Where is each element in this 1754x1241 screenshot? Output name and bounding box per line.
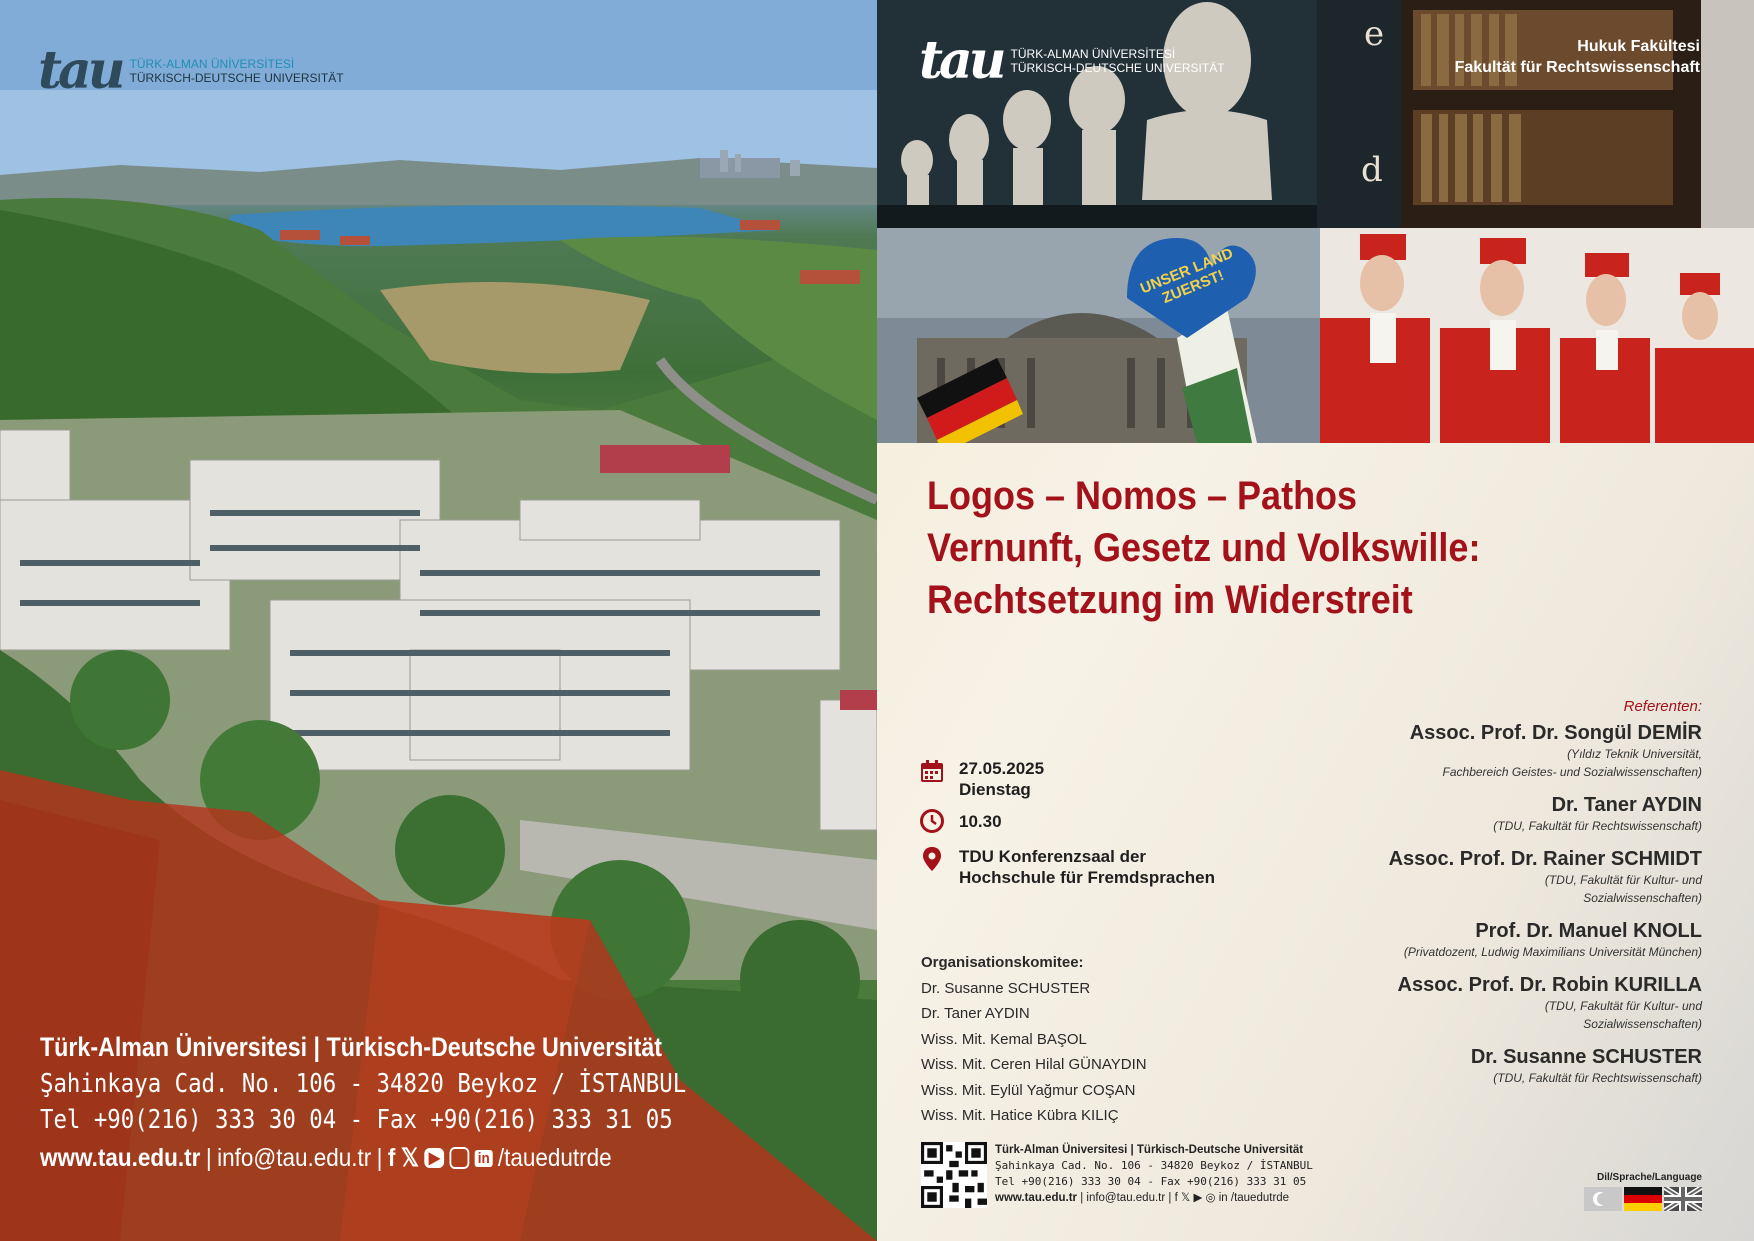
clock-icon — [919, 808, 945, 834]
committee-member: Wiss. Mit. Eylül Yağmur COŞAN — [921, 1081, 1136, 1099]
venue-line-2: Hochschule für Fremdsprachen — [959, 868, 1216, 887]
germany-flag-icon[interactable] — [1624, 1187, 1662, 1211]
bookshelf-photo — [1401, 0, 1754, 228]
event-date-value: 27.05.2025 — [959, 759, 1045, 778]
speaker-name: Dr. Susanne SCHUSTER — [1470, 1046, 1702, 1068]
speaker-affiliation: (TDU, Fakultät für Kultur- und — [1544, 999, 1702, 1013]
committee-member: Dr. Susanne SCHUSTER — [921, 979, 1091, 997]
event-panel — [877, 0, 1754, 1241]
book-letter-e: e — [1364, 14, 1385, 54]
speaker-item — [1182, 1045, 1702, 1087]
qr-code-icon[interactable] — [921, 1142, 987, 1208]
tau-logo-header — [919, 30, 1225, 91]
speaker-item — [1182, 793, 1702, 835]
contact-block: Türk-Alman Üniversitesi | Türkisch-Deutsche Universität Şahinkaya Cad. No. 106 - 34820 Beykoz / İSTANBUL Tel +90(216) 333 30 04 - Fax +90(216) 333 31 05 www.tau.edu.tr | info@tau.edu.tr | f 𝕏 ▶ in /tauedutrde — [40, 1032, 687, 1172]
turkey-flag-icon[interactable] — [1584, 1187, 1622, 1211]
title-line-2: Vernunft, Gesetz und Volkswille: — [927, 526, 1481, 570]
committee-member: Wiss. Mit. Hatice Kübra KILIÇ — [921, 1107, 1119, 1124]
speaker-affiliation: Sozialwissenschaften) — [1583, 1017, 1702, 1031]
address: Şahinkaya Cad. No. 106 - 34820 Beykoz / İSTANBUL — [40, 1069, 687, 1099]
phone-fax: Tel +90(216) 333 30 04 - Fax +90(216) 333 31 05 — [40, 1105, 673, 1135]
constitutional-judges-photo — [1320, 228, 1754, 443]
reichstag-photo — [877, 228, 1320, 443]
venue-line-1: TDU Konferenzsaal der — [959, 847, 1147, 866]
speaker-item — [1182, 919, 1702, 961]
speaker-name: Assoc. Prof. Dr. Rainer SCHMIDT — [1388, 848, 1702, 870]
event-date — [919, 758, 1044, 800]
uk-flag-icon[interactable] — [1664, 1187, 1702, 1211]
footer-email-link[interactable]: info@tau.edu.tr — [1086, 1192, 1166, 1204]
speaker-affiliation: (Privatdozent, Ludwig Maximilians Universität München) — [1403, 945, 1702, 959]
speaker-affiliation: (TDU, Fakultät für Rechtswissenschaft) — [1493, 1071, 1702, 1085]
title-line-1: Logos – Nomos – Pathos — [927, 474, 1358, 518]
footer-university-name: Türk-Alman Üniversitesi | Türkisch-Deutsche Universität — [995, 1144, 1304, 1156]
event-weekday: Dienstag — [959, 780, 1031, 799]
speakers-label: Referenten: — [1623, 698, 1702, 715]
footer-website-link[interactable]: www.tau.edu.tr — [995, 1192, 1077, 1204]
committee-member: Dr. Taner AYDIN — [921, 1005, 1030, 1022]
logo-line-tr: TÜRK-ALMAN ÜNİVERSİTESİ — [1010, 46, 1176, 61]
speaker-affiliation: (Yıldız Teknik Universität, — [1567, 747, 1702, 761]
language-label: Dil/Sprache/Language — [1596, 1172, 1702, 1183]
youtube-icon[interactable]: ▶ — [424, 1148, 444, 1168]
book-letter-d: d — [1361, 150, 1383, 190]
footer-social-handle: /tauedutrde — [1230, 1192, 1290, 1204]
footer-address: Şahinkaya Cad. No. 106 - 34820 Beykoz / İSTANBUL — [995, 1159, 1313, 1172]
speaker-name: Assoc. Prof. Dr. Robin KURILLA — [1397, 974, 1702, 996]
tau-logo — [38, 40, 344, 101]
linkedin-icon[interactable]: in — [475, 1150, 492, 1167]
speaker-affiliation: Sozialwissenschaften) — [1583, 891, 1702, 905]
email-link[interactable]: info@tau.edu.tr — [217, 1143, 372, 1172]
event-time — [919, 808, 1002, 834]
committee-member: Wiss. Mit. Kemal BAŞOL — [921, 1030, 1087, 1048]
speakers-list — [1182, 698, 1702, 1099]
x-icon[interactable]: 𝕏 — [400, 1144, 419, 1172]
speaker-item — [1182, 847, 1702, 907]
logo-mark: tau — [38, 40, 122, 101]
event-venue — [919, 846, 1215, 888]
footer-social-icons[interactable]: f 𝕏 ▶ ◎ in — [1174, 1192, 1228, 1204]
organizing-committee — [921, 950, 1147, 1129]
faculty-name — [1455, 36, 1700, 78]
committee-heading: Organisationskomitee: — [921, 954, 1084, 971]
faculty-name-de: Fakultät für Rechtswissenschaft — [1454, 59, 1700, 76]
university-name: Türk-Alman Üniversitesi | Türkisch-Deutsche Universität — [40, 1032, 663, 1062]
social-handle: /tauedutrde — [497, 1143, 612, 1172]
footer-contact: Türk-Alman Üniversitesi | Türkisch-Deutsche Universität Şahinkaya Cad. No. 106 - 34820 Beykoz / İSTANBUL Tel +90(216) 333 30 04 - Fax +90(216) 333 31 05 www.tau.edu.tr | info@tau.edu.tr | f 𝕏 ▶ ◎ in /tauedutrde — [921, 1142, 1313, 1208]
heart-sign-text: UNSER LAND ZUERST! — [1138, 244, 1236, 307]
speaker-affiliation: Fachbereich Geistes- und Sozialwissenschaften) — [1442, 765, 1702, 779]
website-link[interactable]: www.tau.edu.tr — [40, 1143, 201, 1172]
logo-line-de: TÜRKISCH-DEUTSCHE UNIVERSITÄT — [129, 70, 344, 85]
speaker-affiliation: (TDU, Fakultät für Kultur- und — [1544, 873, 1702, 887]
faculty-name-tr: Hukuk Fakültesi — [1577, 38, 1700, 55]
instagram-icon[interactable] — [450, 1147, 470, 1169]
footer-phone: Tel +90(216) 333 30 04 - Fax +90(216) 333 31 05 — [995, 1175, 1307, 1188]
logo-line-de: TÜRKISCH-DEUTSCHE UNIVERSITÄT — [1010, 60, 1225, 75]
title-line-3: Rechtsetzung im Widerstreit — [927, 578, 1413, 622]
speaker-name: Assoc. Prof. Dr. Songül DEMİR — [1409, 722, 1702, 744]
logo-line-tr: TÜRK-ALMAN ÜNİVERSİTESİ — [129, 56, 295, 71]
location-pin-icon — [919, 846, 945, 872]
speaker-affiliation: (TDU, Fakultät für Rechtswissenschaft) — [1493, 819, 1702, 833]
event-time-value: 10.30 — [959, 812, 1002, 831]
language-selector — [1584, 1172, 1702, 1211]
speaker-item — [1182, 973, 1702, 1033]
calendar-icon — [919, 758, 945, 784]
speaker-name: Prof. Dr. Manuel KNOLL — [1475, 920, 1702, 942]
speaker-name: Dr. Taner AYDIN — [1551, 794, 1702, 816]
event-title — [927, 470, 1480, 626]
committee-member: Wiss. Mit. Ceren Hilal GÜNAYDIN — [921, 1056, 1147, 1073]
facebook-icon[interactable]: f — [387, 1143, 396, 1172]
logo-mark: tau — [919, 30, 1003, 91]
speaker-item — [1182, 721, 1702, 781]
